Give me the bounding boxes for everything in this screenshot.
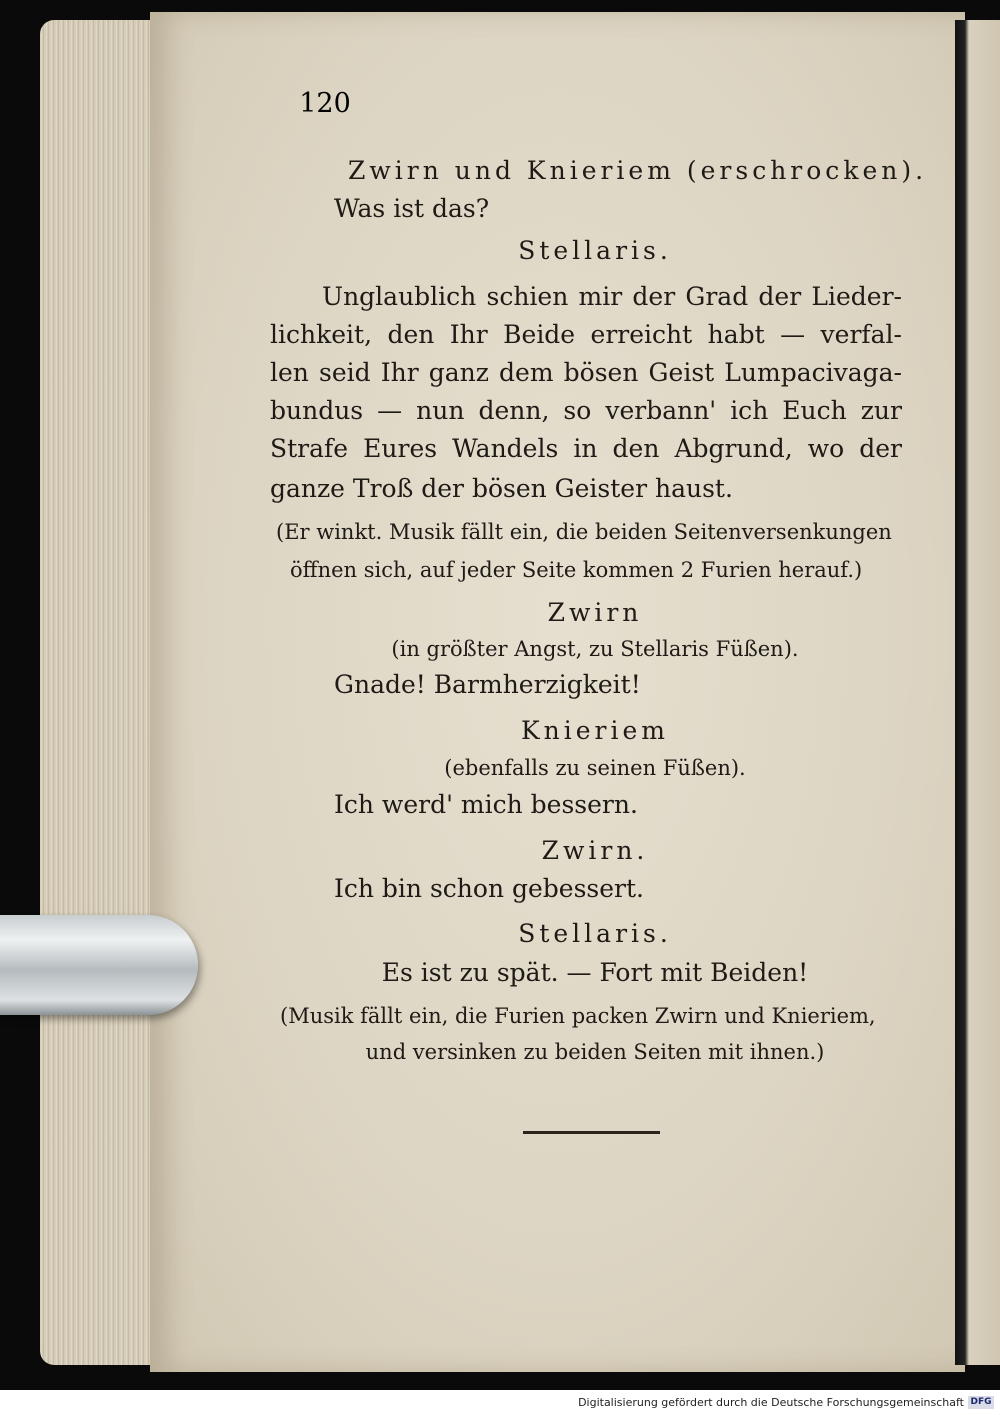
- dialogue-line: Unglaublich schien mir der Grad der Lieder-: [322, 282, 902, 311]
- dfg-logo: DFG: [968, 1396, 994, 1409]
- page-holder-clip: [0, 915, 198, 1015]
- dialogue-line: Strafe Eures Wandels in den Abgrund, wo der: [270, 434, 902, 463]
- stage-direction: (Musik fällt ein, die Furien packen Zwirn und Knieriem,: [280, 1004, 876, 1028]
- dialogue-line: lichkeit, den Ihr Beide erreicht habt — verfal-: [270, 320, 902, 349]
- page-text: [270, 80, 928, 1080]
- speaker-name: Zwirn.: [541, 836, 649, 865]
- footer-bar: [0, 1390, 1000, 1415]
- speaker-name: Knieriem: [520, 716, 669, 745]
- end-rule: [523, 1131, 660, 1134]
- dialogue-line: bundus — nun denn, so verbann' ich Euch zur: [270, 396, 902, 425]
- stage-direction: (Er winkt. Musik fällt ein, die beiden Seitenversenkungen: [276, 520, 892, 544]
- page-number: 120: [299, 88, 351, 119]
- dialogue-line: Es ist zu spät. — Fort mit Beiden!: [381, 958, 809, 987]
- dialogue-line: Gnade! Barmherzigkeit!: [334, 670, 641, 699]
- stage-direction: (ebenfalls zu seinen Füßen).: [444, 756, 746, 780]
- dialogue-line: ganze Troß der bösen Geister haust.: [270, 474, 733, 503]
- speaker-name: Stellaris.: [518, 236, 672, 265]
- speaker-line: Zwirn und Knieriem (erschrocken).: [348, 156, 928, 185]
- dialogue-line: Ich bin schon gebessert.: [334, 874, 644, 903]
- stage-direction: und versinken zu beiden Seiten mit ihnen.): [365, 1040, 825, 1064]
- dialogue-line: len seid Ihr ganz dem bösen Geist Lumpacivaga-: [270, 358, 902, 387]
- dialogue-line: Was ist das?: [334, 194, 490, 223]
- dialogue-line: Ich werd' mich bessern.: [334, 790, 638, 819]
- stage-direction: (in größter Angst, zu Stellaris Füßen).: [391, 637, 799, 661]
- funding-credit: Digitalisierung gefördert durch die Deutsche Forschungsgemeinschaft: [578, 1396, 964, 1409]
- stage-direction: öffnen sich, auf jeder Seite kommen 2 Furien herauf.): [290, 558, 863, 582]
- speaker-name: Zwirn: [547, 598, 643, 627]
- book-gutter: [955, 20, 1000, 1365]
- book-page-edges: [40, 20, 165, 1365]
- speaker-name: Stellaris.: [518, 919, 672, 948]
